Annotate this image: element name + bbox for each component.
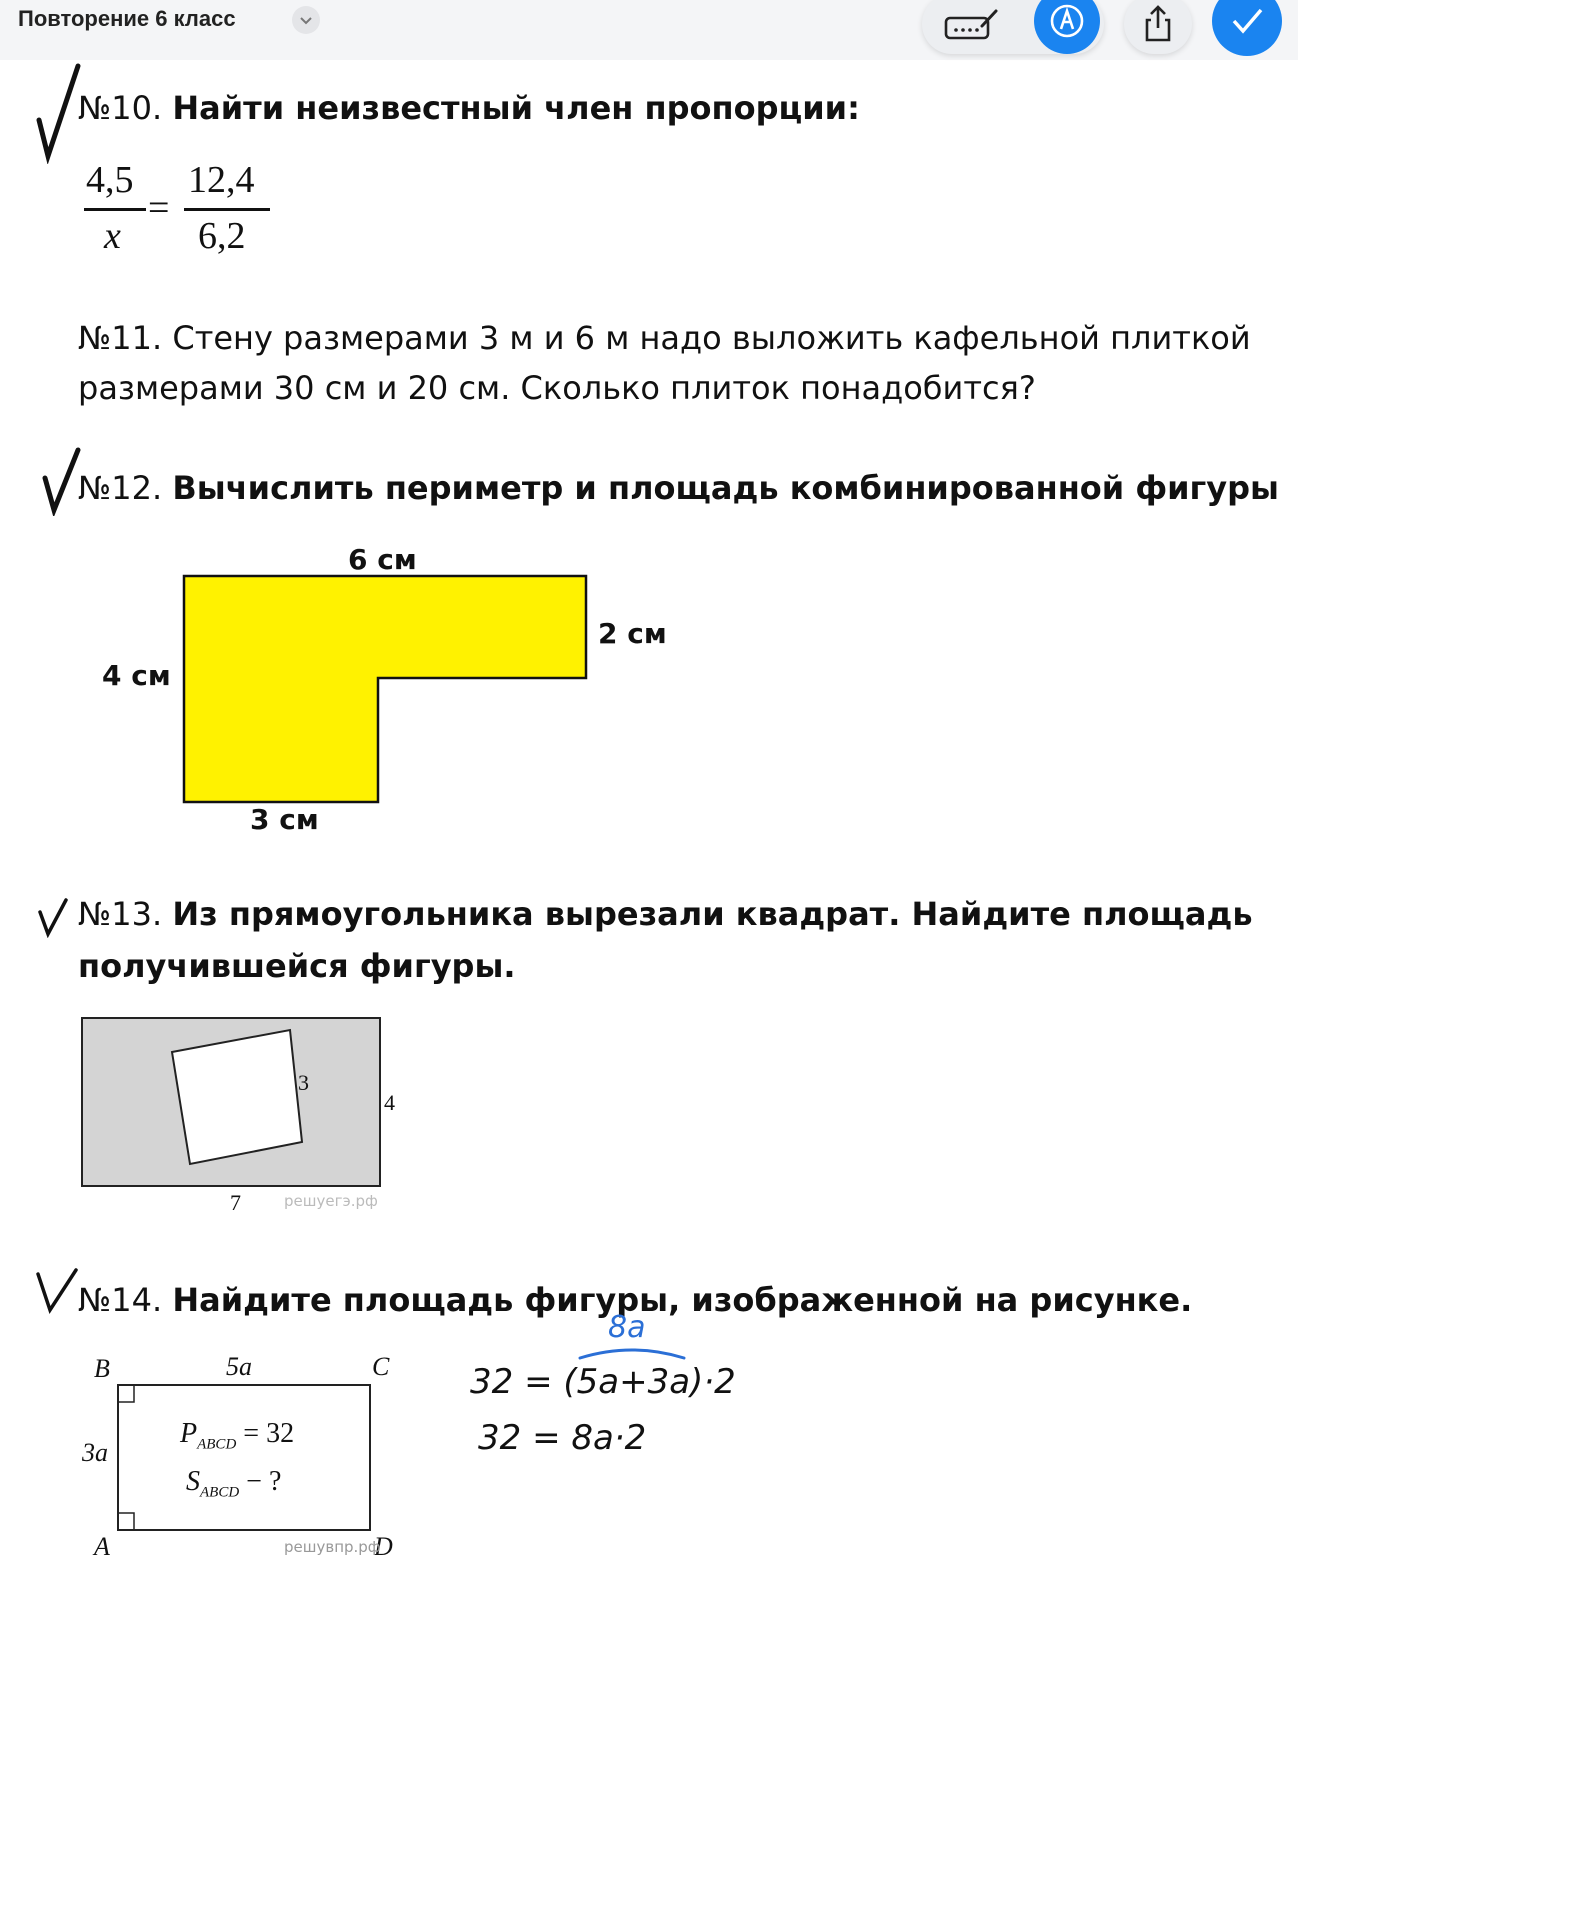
task14-number: №14. [78, 1281, 163, 1319]
task11-line2: размерами 30 см и 20 см. Сколько плиток понадобится? [78, 369, 1036, 407]
document-title[interactable]: Повторение 6 класс [18, 6, 236, 31]
task13-line1 [78, 892, 1253, 936]
rect-width-label: 7 [230, 1190, 241, 1215]
perimeter-given [180, 1418, 294, 1454]
l-shape-label-right: 2 см [598, 617, 667, 650]
l-shape-label-bottom: 3 см [250, 803, 319, 836]
area-symbol: S [186, 1466, 200, 1497]
frac2-denominator: 6,2 [198, 215, 246, 257]
done-button[interactable] [1212, 0, 1282, 56]
task11-number: №11. [78, 319, 163, 357]
handwritten-check-icon [36, 1268, 80, 1318]
side-bc-label: 5a [226, 1352, 252, 1381]
task12-text: Вычислить периметр и площадь комбинированной фигуры [172, 469, 1279, 507]
markup-pen-icon [1049, 3, 1085, 43]
side-ab-label: 3a [82, 1438, 108, 1467]
watermark: решувпр.рф [284, 1538, 381, 1556]
l-shape-label-top: 6 см [348, 543, 417, 576]
frac2-bar [184, 208, 270, 211]
task11-line1 [78, 316, 1251, 360]
handwritten-brace [576, 1344, 688, 1362]
equals-sign: = [148, 187, 170, 229]
task12-number: №12. [78, 469, 163, 507]
handwritten-equation-2: 32 = 8a·2 [478, 1418, 647, 1458]
keyboard-pen-icon [944, 8, 1000, 46]
l-shape-figure [180, 572, 592, 808]
task10-heading [78, 86, 860, 130]
rectangle-with-square-figure [80, 1016, 384, 1192]
perimeter-value: = 32 [236, 1418, 295, 1449]
perimeter-symbol: P [180, 1418, 198, 1449]
task11-text-1: Стену размерами 3 м и 6 м надо выложить кафельной плиткой [172, 319, 1251, 357]
frac1-bar [84, 208, 146, 211]
task13-number: №13. [78, 895, 163, 933]
task10-number: №10. [78, 89, 163, 127]
frac1-numerator: 4,5 [86, 159, 134, 201]
rect-height-label: 4 [384, 1090, 395, 1115]
top-toolbar [0, 0, 1298, 60]
handwritten-equation-1: 32 = (5a+3a)·2 [470, 1362, 736, 1402]
watermark: решуегэ.рф [284, 1192, 378, 1210]
handwritten-sum-note: 8a [608, 1310, 646, 1345]
frac2-numerator: 12,4 [188, 159, 255, 201]
area-subscript: ABCD [200, 1484, 240, 1501]
task13-text-1: Из прямоугольника вырезали квадрат. Найдите площадь [172, 895, 1253, 933]
share-button[interactable] [1124, 0, 1192, 54]
vertex-d-label: D [374, 1532, 393, 1561]
square-side-label: 3 [298, 1070, 309, 1095]
share-icon [1142, 4, 1174, 48]
handwritten-check-icon [42, 446, 82, 520]
task13-line2: получившейся фигуры. [78, 947, 516, 985]
perimeter-subscript: ABCD [197, 1436, 237, 1453]
frac1-denominator: x [104, 215, 121, 257]
chevron-down-icon[interactable] [292, 6, 320, 34]
area-value: − ? [239, 1466, 282, 1497]
area-question [186, 1466, 281, 1502]
rectangle-abcd-figure [110, 1380, 380, 1536]
vertex-c-label: C [372, 1352, 390, 1381]
handwritten-check-icon [36, 60, 82, 168]
task10-text: Найти неизвестный член пропорции: [172, 89, 860, 127]
handwritten-check-icon [38, 898, 70, 942]
proportion-formula [84, 156, 284, 256]
vertex-b-label: B [94, 1354, 110, 1383]
task12-heading [78, 466, 1279, 510]
task14-text: Найдите площадь фигуры, изображенной на рисунке. [172, 1281, 1193, 1319]
vertex-a-label: A [94, 1532, 110, 1561]
done-check-icon [1229, 3, 1265, 43]
l-shape-label-left: 4 см [102, 659, 171, 692]
